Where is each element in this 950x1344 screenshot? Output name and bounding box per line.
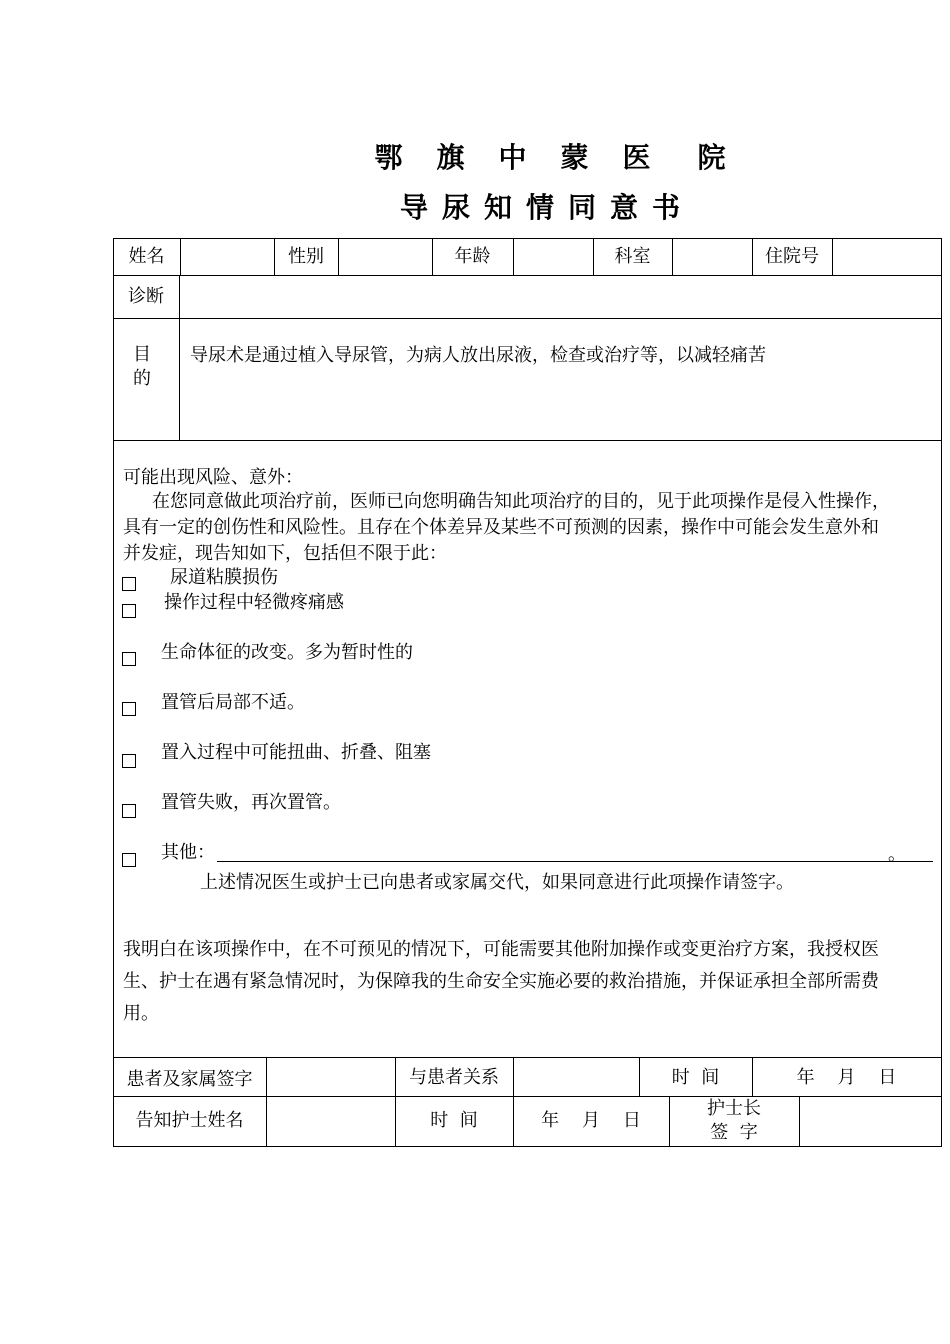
authorize-1: 我明白在该项操作中，在不可预见的情况下，可能需要其他附加操作或变更治疗方案，我授权医 [123,939,879,960]
hospital-char: 中 [498,141,527,174]
purpose-label-1: 目 [133,344,151,365]
grid-line [113,318,942,319]
hospital-name [0,136,950,176]
checkbox-urethral-injury[interactable] [122,577,136,591]
risks-intro-2: 具有一定的创伤性和风险性。且存在个体差异及某些不可预测的因素，操作中可能会发生意外和 [123,517,879,538]
risks-intro-3: 并发症，现告知如下，包括但不限于此： [123,543,447,564]
title-char: 导 [399,191,428,224]
checkbox-vital-signs[interactable] [122,652,136,666]
name-label: 姓名 [128,246,165,267]
grid-line [113,1096,942,1097]
hospital-char: 院 [697,141,726,174]
title-char: 知 [483,191,512,224]
grid-line [113,1057,942,1058]
title-char: 意 [610,191,639,224]
checkbox-catheter-failure[interactable] [122,804,136,818]
title-char: 尿 [441,191,470,224]
department-field[interactable] [673,246,752,268]
risk-item: 置管后局部不适。 [161,692,305,713]
time-label-2: 时 间 [430,1110,478,1131]
relation-field[interactable] [514,1061,639,1093]
nurse-name-label: 告知护士姓名 [135,1110,244,1131]
admission-number-field[interactable] [833,246,941,268]
purpose-text: 导尿术是通过植入导尿管，为病人放出尿液，检查或治疗等，以减轻痛苦 [190,345,766,366]
risks-intro-1: 在您同意做此项治疗前，医师已向您明确告知此项治疗的目的，见于此项操作是侵入性操作， [152,491,890,512]
gender-label: 性别 [288,246,324,267]
checkbox-local-discomfort[interactable] [122,702,136,716]
gender-field[interactable] [339,246,432,268]
hospital-char: 鄂 [374,141,403,174]
hospital-char: 旗 [436,141,465,174]
head-nurse-label-1: 护士长 [707,1098,761,1119]
risk-item: 操作过程中轻微疼痛感 [164,592,344,613]
head-nurse-label-2: 签 字 [710,1122,758,1143]
nurse-name-field[interactable] [267,1100,395,1142]
checkbox-other[interactable] [122,853,136,867]
grid-line [113,275,942,276]
diagnosis-label: 诊断 [128,286,164,307]
checkbox-mild-pain[interactable] [122,604,136,618]
title-char: 书 [652,191,681,224]
risk-item: 置管失败，再次置管。 [161,792,341,813]
relation-label: 与患者关系 [409,1067,499,1088]
form-title [0,186,950,226]
risk-item: 置入过程中可能扭曲、折叠、阻塞 [161,742,431,763]
age-field[interactable] [514,246,593,268]
purpose-label-2: 的 [133,368,151,389]
grid-line [113,1146,942,1147]
name-field[interactable] [181,246,274,268]
authorize-3: 用。 [123,1003,159,1024]
age-label: 年龄 [454,246,491,267]
confirm-statement: 上述情况医生或护士已向患者或家属交代，如果同意进行此项操作请签字。 [200,872,794,893]
date-field-2[interactable]: 年 月 日 [541,1110,641,1131]
department-label: 科室 [614,246,651,267]
patient-signature-field[interactable] [267,1061,395,1093]
grid-line [941,238,942,1147]
date-field[interactable]: 年 月 日 [796,1067,897,1088]
checkbox-twist-block[interactable] [122,754,136,768]
title-char: 同 [568,191,597,224]
patient-signature-label: 患者及家属签字 [126,1069,253,1090]
admission-number-label: 住院号 [765,246,819,267]
diagnosis-field[interactable] [180,280,941,316]
risk-item: 生命体征的改变。多为暂时性的 [161,642,413,663]
hospital-char: 蒙 [560,141,589,174]
risks-heading: 可能出现风险、意外： [123,467,303,488]
other-input-line[interactable] [217,861,933,862]
authorize-2: 生、护士在遇有紧急情况时，为保障我的生命安全实施必要的救治措施，并保证承担全部所需费 [123,971,879,992]
head-nurse-signature-field[interactable] [800,1100,941,1142]
grid-line [113,440,942,441]
time-label: 时 间 [671,1067,720,1088]
risk-item: 其他： [161,842,215,863]
other-period: 。 [888,844,906,865]
grid-line [113,238,942,239]
hospital-char: 医 [622,141,651,174]
risk-item: 尿道粘膜损伤 [170,567,278,588]
title-char: 情 [525,191,554,224]
